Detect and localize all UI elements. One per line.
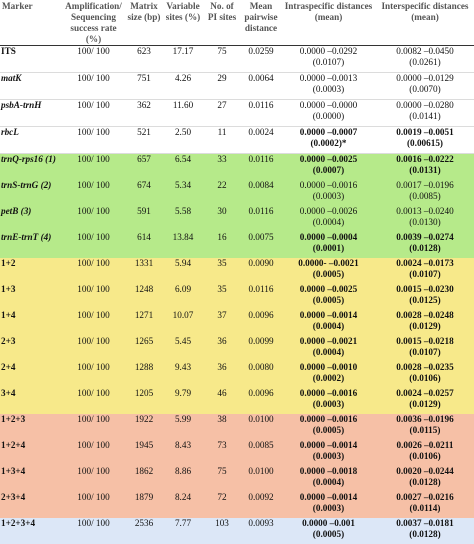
variable-sites-cell: 10.07 bbox=[163, 310, 203, 336]
distance-value: 0.0000 –0.0018 bbox=[283, 466, 374, 477]
marker-cell: 1+3+4 bbox=[0, 466, 62, 492]
amplification-cell: 100/ 100 bbox=[62, 258, 125, 284]
interspecific-cell bbox=[376, 284, 474, 310]
distance-value: (0.0125) bbox=[378, 295, 472, 306]
table-row bbox=[0, 388, 474, 414]
intraspecific-cell bbox=[281, 388, 376, 414]
intraspecific-cell bbox=[281, 492, 376, 518]
header-amplification: Amplification/ Sequencing success rate (%) bbox=[62, 0, 125, 46]
distance-value: 0.0082 –0.0450 bbox=[378, 46, 472, 57]
interspecific-cell bbox=[376, 336, 474, 362]
intraspecific-cell bbox=[281, 336, 376, 362]
marker-cell: 2+3+4 bbox=[0, 492, 62, 518]
variable-sites-cell: 8.43 bbox=[163, 440, 203, 466]
interspecific-cell bbox=[376, 310, 474, 336]
table-row bbox=[0, 284, 474, 310]
intraspecific-cell bbox=[281, 440, 376, 466]
marker-cell: 2+4 bbox=[0, 362, 62, 388]
interspecific-cell bbox=[376, 232, 474, 258]
pi-sites-cell: 73 bbox=[203, 440, 241, 466]
distance-value: (0.0004) bbox=[283, 477, 374, 488]
distance-value: 0.0017 –0.0196 bbox=[378, 180, 472, 191]
distance-value: (0.0128) bbox=[378, 243, 472, 254]
distance-value: 0.0000 –0.0013 bbox=[283, 73, 374, 84]
header-pi-sites: No. of PI sites bbox=[203, 0, 241, 46]
amplification-cell: 100/ 100 bbox=[62, 232, 125, 258]
variable-sites-cell: 5.58 bbox=[163, 206, 203, 232]
distance-value: (0.0106) bbox=[378, 373, 472, 384]
interspecific-cell bbox=[376, 518, 474, 544]
distance-value: 0.0000 –0.0000 bbox=[283, 100, 374, 111]
distance-value: 0.0037 –0.0181 bbox=[378, 518, 472, 529]
table-row bbox=[0, 440, 474, 466]
table-row bbox=[0, 127, 474, 154]
matrix-size-cell: 751 bbox=[125, 73, 163, 100]
distance-value: 0.0000- –0.0021 bbox=[283, 258, 374, 269]
pi-sites-cell: 33 bbox=[203, 154, 241, 181]
matrix-size-cell: 1265 bbox=[125, 336, 163, 362]
intraspecific-cell bbox=[281, 127, 376, 154]
distance-value: 0.0015 –0.0230 bbox=[378, 284, 472, 295]
intraspecific-cell bbox=[281, 258, 376, 284]
pi-sites-cell: 75 bbox=[203, 46, 241, 73]
variable-sites-cell: 7.77 bbox=[163, 518, 203, 544]
mean-distance-cell: 0.0099 bbox=[241, 336, 281, 362]
header-variable-sites: Variable sites (%) bbox=[163, 0, 203, 46]
amplification-cell: 100/ 100 bbox=[62, 127, 125, 154]
table-row bbox=[0, 154, 474, 181]
marker-cell: 1+2+3 bbox=[0, 414, 62, 440]
intraspecific-cell bbox=[281, 100, 376, 127]
matrix-size-cell: 1248 bbox=[125, 284, 163, 310]
table-body bbox=[0, 46, 474, 544]
distance-value: (0.0005) bbox=[283, 295, 374, 306]
matrix-size-cell: 674 bbox=[125, 180, 163, 206]
marker-cell: rbcL bbox=[0, 127, 62, 154]
mean-distance-cell: 0.0075 bbox=[241, 232, 281, 258]
distance-value: 0.0024 –0.0257 bbox=[378, 388, 472, 399]
table-row bbox=[0, 258, 474, 284]
matrix-size-cell: 623 bbox=[125, 46, 163, 73]
variable-sites-cell: 5.34 bbox=[163, 180, 203, 206]
distance-value: 0.0039 –0.0274 bbox=[378, 232, 472, 243]
marker-cell: trnE-trnT (4) bbox=[0, 232, 62, 258]
intraspecific-cell bbox=[281, 284, 376, 310]
mean-distance-cell: 0.0100 bbox=[241, 466, 281, 492]
distance-value: (0.00615) bbox=[378, 138, 472, 149]
distance-value: (0.0085) bbox=[378, 191, 472, 202]
distance-value: 0.0000 –0.0292 bbox=[283, 46, 374, 57]
intraspecific-cell bbox=[281, 362, 376, 388]
marker-cell: 1+2 bbox=[0, 258, 62, 284]
header-intraspecific: Intraspecific distances (mean) bbox=[281, 0, 376, 46]
distance-value: 0.0000 –0.0007 bbox=[283, 127, 374, 138]
distance-value: 0.0026 –0.0211 bbox=[378, 440, 472, 451]
distance-value: (0.0128) bbox=[378, 529, 472, 540]
table-row bbox=[0, 73, 474, 100]
amplification-cell: 100/ 100 bbox=[62, 180, 125, 206]
distance-value: 0.0000 –0.0025 bbox=[283, 154, 374, 165]
mean-distance-cell: 0.0084 bbox=[241, 180, 281, 206]
distance-value: 0.0028 –0.0235 bbox=[378, 362, 472, 373]
table-row bbox=[0, 232, 474, 258]
pi-sites-cell: 27 bbox=[203, 100, 241, 127]
mean-distance-cell: 0.0116 bbox=[241, 154, 281, 181]
distance-value: 0.0000 –0.0014 bbox=[283, 492, 374, 503]
matrix-size-cell: 2536 bbox=[125, 518, 163, 544]
distance-value: 0.0016 –0.0222 bbox=[378, 154, 472, 165]
distance-value: 0.0000 –0.0129 bbox=[378, 73, 472, 84]
interspecific-cell bbox=[376, 440, 474, 466]
amplification-cell: 100/ 100 bbox=[62, 46, 125, 73]
table-row bbox=[0, 414, 474, 440]
mean-distance-cell: 0.0024 bbox=[241, 127, 281, 154]
interspecific-cell bbox=[376, 73, 474, 100]
amplification-cell: 100/ 100 bbox=[62, 492, 125, 518]
distance-value: (0.0070) bbox=[378, 84, 472, 95]
variable-sites-cell: 11.60 bbox=[163, 100, 203, 127]
distance-value: (0.0107) bbox=[378, 269, 472, 280]
distance-value: (0.0002)* bbox=[283, 138, 374, 149]
variable-sites-cell: 6.54 bbox=[163, 154, 203, 181]
intraspecific-cell bbox=[281, 518, 376, 544]
mean-distance-cell: 0.0096 bbox=[241, 388, 281, 414]
marker-cell: petB (3) bbox=[0, 206, 62, 232]
pi-sites-cell: 72 bbox=[203, 492, 241, 518]
distance-value: (0.0001) bbox=[283, 243, 374, 254]
variable-sites-cell: 6.09 bbox=[163, 284, 203, 310]
mean-distance-cell: 0.0085 bbox=[241, 440, 281, 466]
distance-value: (0.0004) bbox=[283, 321, 374, 332]
distance-value: (0.0005) bbox=[283, 269, 374, 280]
pi-sites-cell: 46 bbox=[203, 388, 241, 414]
marker-cell: trnS-trnG (2) bbox=[0, 180, 62, 206]
header-mean-distance: Mean pairwise distance bbox=[241, 0, 281, 46]
matrix-size-cell: 1331 bbox=[125, 258, 163, 284]
matrix-size-cell: 1922 bbox=[125, 414, 163, 440]
intraspecific-cell bbox=[281, 414, 376, 440]
distance-value: 0.0000 –0.0016 bbox=[283, 414, 374, 425]
matrix-size-cell: 614 bbox=[125, 232, 163, 258]
distance-value: (0.0004) bbox=[283, 347, 374, 358]
variable-sites-cell: 17.17 bbox=[163, 46, 203, 73]
matrix-size-cell: 1879 bbox=[125, 492, 163, 518]
pi-sites-cell: 36 bbox=[203, 362, 241, 388]
pi-sites-cell: 38 bbox=[203, 414, 241, 440]
distance-value: (0.0000) bbox=[283, 111, 374, 122]
distance-value: 0.0000 –0.0014 bbox=[283, 440, 374, 451]
mean-distance-cell: 0.0116 bbox=[241, 206, 281, 232]
distance-value: 0.0019 –0.0051 bbox=[378, 127, 472, 138]
distance-value: (0.0129) bbox=[378, 321, 472, 332]
distance-value: (0.0106) bbox=[378, 451, 472, 462]
marker-cell: 1+2+4 bbox=[0, 440, 62, 466]
amplification-cell: 100/ 100 bbox=[62, 310, 125, 336]
intraspecific-cell bbox=[281, 73, 376, 100]
table-row bbox=[0, 362, 474, 388]
distance-value: 0.0000 –0.0016 bbox=[283, 180, 374, 191]
marker-cell: 3+4 bbox=[0, 388, 62, 414]
amplification-cell: 100/ 100 bbox=[62, 362, 125, 388]
distance-value: 0.0000 –0.0014 bbox=[283, 310, 374, 321]
intraspecific-cell bbox=[281, 206, 376, 232]
variable-sites-cell: 5.45 bbox=[163, 336, 203, 362]
variable-sites-cell: 8.86 bbox=[163, 466, 203, 492]
marker-cell: 1+3 bbox=[0, 284, 62, 310]
distance-value: (0.0141) bbox=[378, 111, 472, 122]
distance-value: 0.0000 –0.0025 bbox=[283, 284, 374, 295]
distance-value: 0.0000 –0.0021 bbox=[283, 336, 374, 347]
pi-sites-cell: 16 bbox=[203, 232, 241, 258]
intraspecific-cell bbox=[281, 46, 376, 73]
header-marker: Marker bbox=[0, 0, 62, 46]
amplification-cell: 100/ 100 bbox=[62, 154, 125, 181]
distance-value: 0.0036 –0.0196 bbox=[378, 414, 472, 425]
interspecific-cell bbox=[376, 206, 474, 232]
marker-cell: 2+3 bbox=[0, 336, 62, 362]
variable-sites-cell: 9.79 bbox=[163, 388, 203, 414]
pi-sites-cell: 37 bbox=[203, 310, 241, 336]
variable-sites-cell: 13.84 bbox=[163, 232, 203, 258]
amplification-cell: 100/ 100 bbox=[62, 73, 125, 100]
table-row bbox=[0, 46, 474, 73]
mean-distance-cell: 0.0080 bbox=[241, 362, 281, 388]
header-matrix-size: Matrix size (bp) bbox=[125, 0, 163, 46]
mean-distance-cell: 0.0116 bbox=[241, 284, 281, 310]
pi-sites-cell: 36 bbox=[203, 336, 241, 362]
distance-value: (0.0128) bbox=[378, 477, 472, 488]
distance-value: 0.0024 –0.0173 bbox=[378, 258, 472, 269]
matrix-size-cell: 1945 bbox=[125, 440, 163, 466]
distance-value: (0.0003) bbox=[283, 191, 374, 202]
mean-distance-cell: 0.0090 bbox=[241, 258, 281, 284]
header-interspecific: Interspecific distances (mean) bbox=[376, 0, 474, 46]
distance-value: (0.0130) bbox=[378, 217, 472, 228]
distance-value: (0.0004) bbox=[283, 217, 374, 228]
amplification-cell: 100/ 100 bbox=[62, 206, 125, 232]
interspecific-cell bbox=[376, 414, 474, 440]
interspecific-cell bbox=[376, 466, 474, 492]
distance-value: (0.0003) bbox=[283, 451, 374, 462]
amplification-cell: 100/ 100 bbox=[62, 336, 125, 362]
distance-value: 0.0027 –0.0216 bbox=[378, 492, 472, 503]
matrix-size-cell: 1205 bbox=[125, 388, 163, 414]
mean-distance-cell: 0.0116 bbox=[241, 100, 281, 127]
interspecific-cell bbox=[376, 100, 474, 127]
matrix-size-cell: 1862 bbox=[125, 466, 163, 492]
pi-sites-cell: 35 bbox=[203, 258, 241, 284]
distance-value: 0.0000 –0.0016 bbox=[283, 388, 374, 399]
amplification-cell: 100/ 100 bbox=[62, 466, 125, 492]
variable-sites-cell: 8.24 bbox=[163, 492, 203, 518]
variable-sites-cell: 9.43 bbox=[163, 362, 203, 388]
marker-cell: ITS bbox=[0, 46, 62, 73]
marker-cell: psbA-trnH bbox=[0, 100, 62, 127]
interspecific-cell bbox=[376, 258, 474, 284]
intraspecific-cell bbox=[281, 310, 376, 336]
intraspecific-cell bbox=[281, 232, 376, 258]
intraspecific-cell bbox=[281, 466, 376, 492]
matrix-size-cell: 591 bbox=[125, 206, 163, 232]
marker-cell: 1+4 bbox=[0, 310, 62, 336]
pi-sites-cell: 22 bbox=[203, 180, 241, 206]
amplification-cell: 100/ 100 bbox=[62, 100, 125, 127]
distance-value: (0.0114) bbox=[378, 503, 472, 514]
marker-cell: trnQ-rps16 (1) bbox=[0, 154, 62, 181]
distance-value: (0.0131) bbox=[378, 165, 472, 176]
intraspecific-cell bbox=[281, 154, 376, 181]
distance-value: (0.0005) bbox=[283, 529, 374, 540]
intraspecific-cell bbox=[281, 180, 376, 206]
distance-value: 0.0028 –0.0248 bbox=[378, 310, 472, 321]
pi-sites-cell: 35 bbox=[203, 284, 241, 310]
marker-cell: matK bbox=[0, 73, 62, 100]
distance-value: 0.0000 –0.0004 bbox=[283, 232, 374, 243]
table-row bbox=[0, 336, 474, 362]
table-row bbox=[0, 310, 474, 336]
table-row bbox=[0, 180, 474, 206]
interspecific-cell bbox=[376, 127, 474, 154]
mean-distance-cell: 0.0092 bbox=[241, 492, 281, 518]
matrix-size-cell: 1288 bbox=[125, 362, 163, 388]
interspecific-cell bbox=[376, 46, 474, 73]
matrix-size-cell: 521 bbox=[125, 127, 163, 154]
mean-distance-cell: 0.0064 bbox=[241, 73, 281, 100]
distance-value: 0.0000 –0.0010 bbox=[283, 362, 374, 373]
mean-distance-cell: 0.0096 bbox=[241, 310, 281, 336]
distance-value: 0.0015 –0.0218 bbox=[378, 336, 472, 347]
mean-distance-cell: 0.0100 bbox=[241, 414, 281, 440]
mean-distance-cell: 0.0259 bbox=[241, 46, 281, 73]
table-row bbox=[0, 206, 474, 232]
distance-value: (0.0003) bbox=[283, 399, 374, 410]
interspecific-cell bbox=[376, 362, 474, 388]
interspecific-cell bbox=[376, 154, 474, 181]
distance-value: (0.0003) bbox=[283, 84, 374, 95]
amplification-cell: 100/ 100 bbox=[62, 440, 125, 466]
variable-sites-cell: 5.94 bbox=[163, 258, 203, 284]
distance-value: 0.0000 –0.001 bbox=[283, 518, 374, 529]
distance-value: (0.0107) bbox=[378, 347, 472, 358]
distance-value: (0.0002) bbox=[283, 373, 374, 384]
distance-value: 0.0000 –0.0280 bbox=[378, 100, 472, 111]
variable-sites-cell: 4.26 bbox=[163, 73, 203, 100]
matrix-size-cell: 1271 bbox=[125, 310, 163, 336]
header-row bbox=[0, 0, 474, 46]
amplification-cell: 100/ 100 bbox=[62, 284, 125, 310]
interspecific-cell bbox=[376, 180, 474, 206]
distance-value: 0.0000 –0.0026 bbox=[283, 206, 374, 217]
table-row bbox=[0, 518, 474, 544]
distance-value: (0.0129) bbox=[378, 399, 472, 410]
amplification-cell: 100/ 100 bbox=[62, 388, 125, 414]
table-row bbox=[0, 100, 474, 127]
pi-sites-cell: 103 bbox=[203, 518, 241, 544]
interspecific-cell bbox=[376, 492, 474, 518]
distance-value: 0.0020 –0.0244 bbox=[378, 466, 472, 477]
interspecific-cell bbox=[376, 388, 474, 414]
distance-value: (0.0005) bbox=[283, 425, 374, 436]
pi-sites-cell: 29 bbox=[203, 73, 241, 100]
mean-distance-cell: 0.0093 bbox=[241, 518, 281, 544]
table-row bbox=[0, 492, 474, 518]
matrix-size-cell: 657 bbox=[125, 154, 163, 181]
distance-value: 0.0013 –0.0240 bbox=[378, 206, 472, 217]
pi-sites-cell: 11 bbox=[203, 127, 241, 154]
distance-value: (0.0007) bbox=[283, 165, 374, 176]
distance-value: (0.0261) bbox=[378, 57, 472, 68]
table-row bbox=[0, 466, 474, 492]
variable-sites-cell: 2.50 bbox=[163, 127, 203, 154]
pi-sites-cell: 75 bbox=[203, 466, 241, 492]
pi-sites-cell: 30 bbox=[203, 206, 241, 232]
amplification-cell: 100/ 100 bbox=[62, 518, 125, 544]
distance-value: (0.0107) bbox=[283, 57, 374, 68]
distance-value: (0.0003) bbox=[283, 503, 374, 514]
matrix-size-cell: 362 bbox=[125, 100, 163, 127]
variable-sites-cell: 5.99 bbox=[163, 414, 203, 440]
distance-value: (0.0115) bbox=[378, 425, 472, 436]
amplification-cell: 100/ 100 bbox=[62, 414, 125, 440]
marker-cell: 1+2+3+4 bbox=[0, 518, 62, 544]
